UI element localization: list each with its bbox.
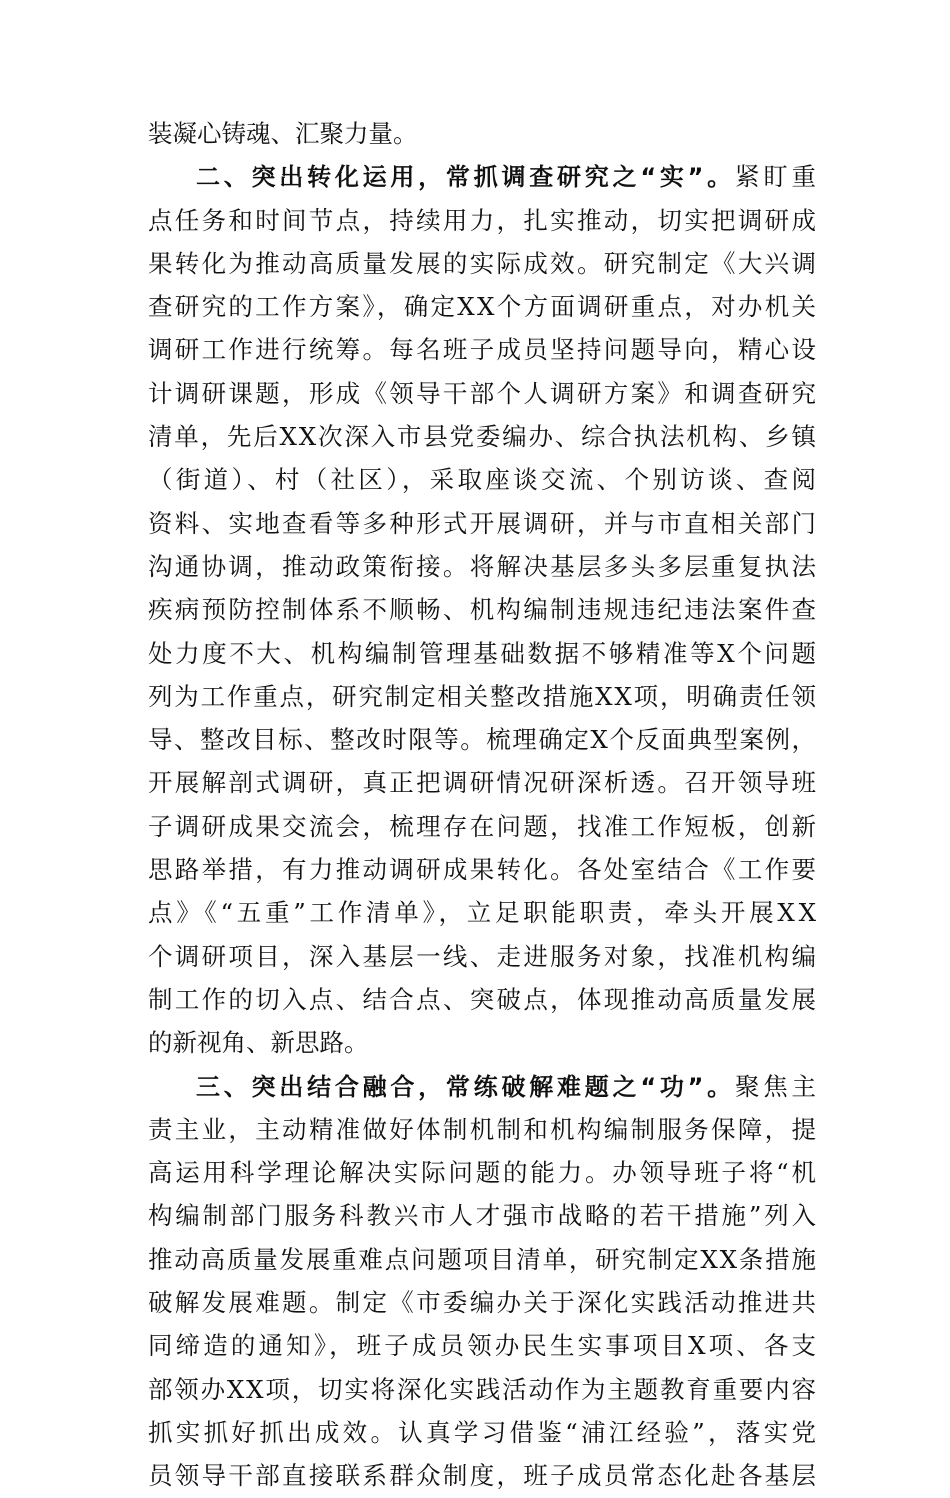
line-text: 疾病预防控制体系不顺畅、机构编制违规违纪违法案件 <box>148 595 792 625</box>
line-text: 清单，先后XX次深入市县党委编办、综合执法机构、乡 <box>148 422 792 452</box>
paragraph-line <box>148 458 816 501</box>
paragraph-line <box>148 199 816 242</box>
line-text: 推动高质量发展重难点问题项目清单，研究制定XX条措 <box>148 1244 792 1274</box>
line-text-tail: X <box>798 898 817 928</box>
line-text-tail: 新 <box>791 811 816 841</box>
line-text: 责主业，主动精准做好体制机制和机构编制服务保障， <box>148 1114 792 1144</box>
line-text-tail: 究 <box>791 378 816 408</box>
section-heading: 三、突出结合融合，常练破解难题之“功”。 <box>196 1072 735 1101</box>
line-text-tail: 阅 <box>791 465 816 495</box>
line-text: 破解发展难题。制定《市委编办关于深化实践活动推进 <box>148 1288 792 1318</box>
line-text: 构编制部门服务科教兴市人才强市战略的若干措施”列 <box>148 1201 792 1231</box>
line-text-tail: 班 <box>791 768 816 798</box>
line-text-tail: 支 <box>791 1331 816 1361</box>
line-text-tail: 关 <box>791 292 816 322</box>
paragraph-line <box>148 545 816 588</box>
line-text-tail: 镇 <box>791 422 816 452</box>
line-text: 果转化为推动高质量发展的实际成效。研究制定《大兴 <box>148 248 792 278</box>
line-text-tail: 施 <box>791 1244 816 1274</box>
line-text: 同缔造的通知》，班子成员领办民生实事项目X项、各 <box>148 1331 792 1361</box>
paragraph-line <box>148 1151 816 1194</box>
line-text: 导、整改目标、整改时限等。梳理确定X个反面典型案例 <box>148 725 792 755</box>
line-text-tail: 主 <box>791 1071 817 1101</box>
line-text: 的新视角、新思路。 <box>148 1028 369 1058</box>
paragraph-line <box>148 632 816 675</box>
line-text: 高运用科学理论解决实际问题的能力。办领导班子将“ <box>148 1158 792 1188</box>
line-text-tail: 查 <box>791 595 816 625</box>
line-text: 聚焦 <box>734 1071 792 1101</box>
line-text: 部领办XX项，切实将深化实践活动作为主题教育重要内 <box>148 1374 792 1404</box>
line-text: 调研工作进行统筹。每名班子成员坚持问题导向，精心 <box>148 335 792 365</box>
line-text: 沟通协调，推动政策衔接。将解决基层多头多层重复执 <box>148 551 792 581</box>
paragraph-line <box>148 588 816 631</box>
line-text: （街道）、村（社区），采取座谈交流、个别访谈、查 <box>148 465 792 495</box>
line-text-tail: 层 <box>791 1461 816 1491</box>
line-text-tail: 领 <box>791 681 816 711</box>
paragraph-line <box>148 891 816 934</box>
line-text: 制工作的切入点、结合点、突破点，体现推动高质量发 <box>148 984 792 1014</box>
document-body <box>148 112 816 1498</box>
line-text: 列为工作重点，研究制定相关整改措施XX项，明确责任 <box>148 681 792 711</box>
line-text: 计调研课题，形成《领导干部个人调研方案》和调查研 <box>148 378 792 408</box>
line-text: 点任务和时间节点，持续用力，扎实推动，切实把调研 <box>148 205 792 235</box>
paragraph-line <box>148 415 816 458</box>
line-text: 抓实抓好抓出成效。认真学习借鉴“浦江经验”，落实 <box>148 1417 792 1447</box>
line-text-tail: 重 <box>791 162 817 192</box>
line-text-tail: 编 <box>791 941 816 971</box>
line-text-tail: 调 <box>791 248 816 278</box>
paragraph-line <box>148 718 816 761</box>
paragraph-line <box>148 285 816 328</box>
line-text-tail: 题 <box>791 638 816 668</box>
section-heading-line <box>148 1065 816 1108</box>
paragraph-line <box>148 761 816 804</box>
paragraph-line <box>148 1238 816 1281</box>
line-text: 点》《“五重”工作清单》，立足职能职责，牵头开展X <box>148 898 799 928</box>
line-text-tail: 法 <box>791 551 816 581</box>
line-text-tail: 共 <box>791 1288 816 1318</box>
line-text: 查研究的工作方案》，确定XX个方面调研重点，对办机 <box>148 292 792 322</box>
line-text-tail: 容 <box>791 1374 816 1404</box>
line-text: 开展解剖式调研，真正把调研情况研深析透。召开领导 <box>148 768 792 798</box>
paragraph-line <box>148 1108 816 1151</box>
line-text: 思路举措，有力推动调研成果转化。各处室结合《工作 <box>148 855 792 885</box>
line-text: 子调研成果交流会，梳理存在问题，找准工作短板，创 <box>148 811 792 841</box>
line-text-tail: 门 <box>791 508 816 538</box>
paragraph-line <box>148 328 816 371</box>
line-text: 紧盯 <box>734 162 792 192</box>
line-text: 装凝心铸魂、汇聚力量。 <box>148 119 418 148</box>
paragraph-line <box>148 1324 816 1367</box>
section-heading: 二、突出转化运用，常抓调查研究之“实”。 <box>196 163 735 192</box>
paragraph-line <box>148 675 816 718</box>
paragraph-line <box>148 372 816 415</box>
paragraph-line <box>148 242 816 285</box>
section-heading-line <box>148 155 816 198</box>
line-text: 处力度不大、机构编制管理基础数据不够精准等X个问 <box>148 638 792 668</box>
paragraph-line <box>148 1411 816 1454</box>
line-text-tail: 设 <box>791 335 816 365</box>
paragraph-line <box>148 978 816 1021</box>
paragraph-line <box>148 1368 816 1411</box>
paragraph-line <box>148 1194 816 1237</box>
paragraph-line <box>148 1021 816 1064</box>
paragraph-line <box>148 112 816 155</box>
line-text-tail: 入 <box>791 1201 816 1231</box>
line-text-tail: 成 <box>791 205 816 235</box>
line-text: 员领导干部直接联系群众制度，班子成员常态化赴各基 <box>148 1461 792 1491</box>
line-text-tail: 机 <box>791 1158 816 1188</box>
line-text: 资料、实地查看等多种形式开展调研，并与市直相关部 <box>148 508 792 538</box>
line-text-tail: 展 <box>791 984 816 1014</box>
paragraph-line <box>148 1281 816 1324</box>
paragraph-line <box>148 805 816 848</box>
paragraph-line <box>148 1454 816 1497</box>
line-text-tail: 党 <box>791 1417 816 1447</box>
paragraph-line <box>148 935 816 978</box>
line-text: 个调研项目，深入基层一线、走进服务对象，找准机构 <box>148 941 792 971</box>
paragraph-line <box>148 848 816 891</box>
line-text-tail: 提 <box>791 1114 816 1144</box>
paragraph-line <box>148 502 816 545</box>
line-text-tail: 要 <box>791 855 816 885</box>
line-text-tail: ， <box>791 725 816 755</box>
